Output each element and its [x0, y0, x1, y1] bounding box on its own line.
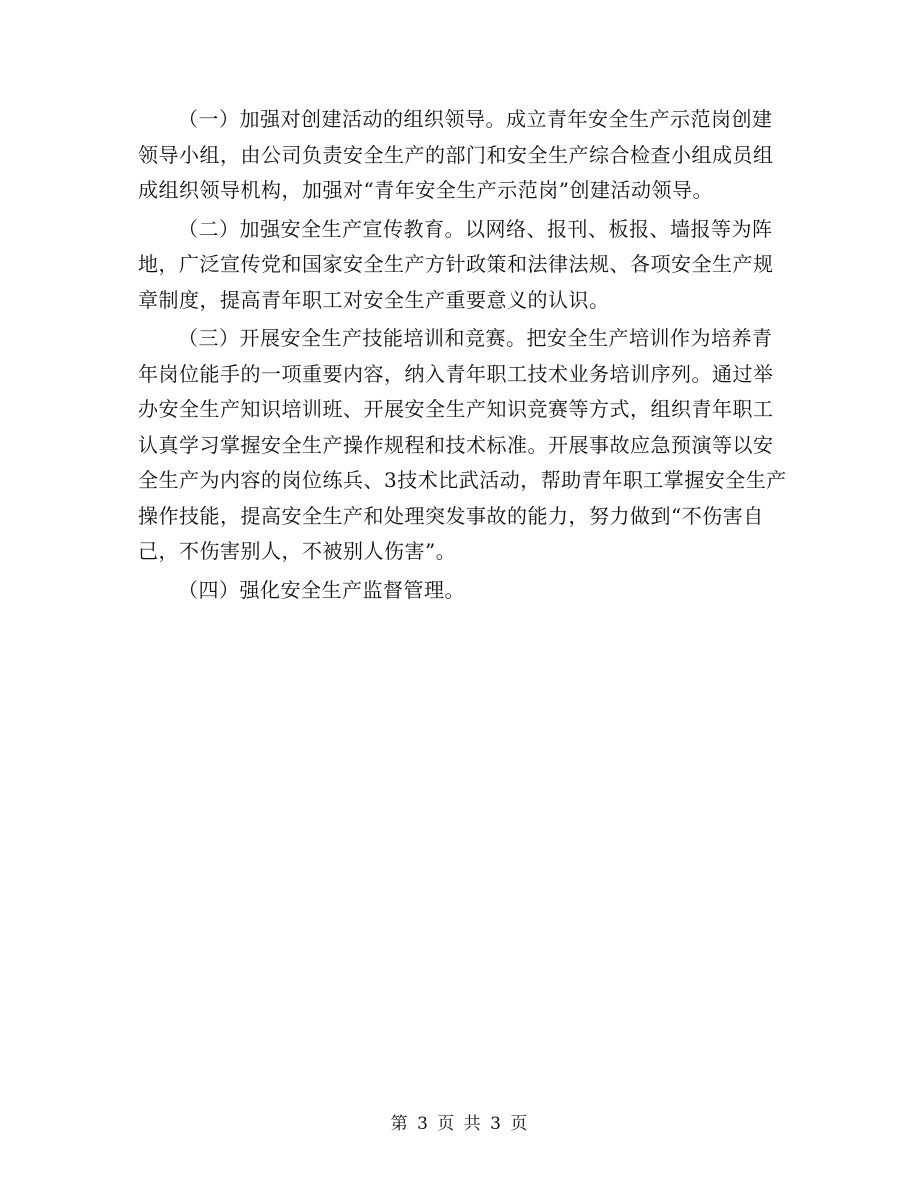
- document-body: [138, 102, 788, 611]
- paragraph-2: （二）加强安全生产宣传教育。以网络、报刊、板报、墙报等为阵地，广泛宣传党和国家安全生产方针政策和法律法规、各项安全生产规章制度，提高青年职工对安全生产重要意义的认识。: [138, 216, 774, 312]
- page-number-footer: 第 3 页 共 3 页: [390, 1114, 530, 1134]
- paragraph-4: （四）强化安全生产监督管理。: [178, 577, 465, 602]
- paragraph-3: （三）开展安全生产技能培训和竞赛。把安全生产培训作为培养青年岗位能手的一项重要内容，纳入青年职工技术业务培训序列。通过举办安全生产知识培训班、开展安全生产知识竞赛等方式，组织青年职工认真学习掌握安全生产操作规程和技术标准。开展事故应急预演等以安全生产为内容的岗位练兵、3技术比武活动，帮助青年职工掌握安全生产操作技能，提高安全生产和处理突发事故的能力，努力做到“不伤害自己，不伤害别人，不被别人伤害”。: [138, 326, 787, 563]
- paragraph-1: （一）加强对创建活动的组织领导。成立青年安全生产示范岗创建领导小组，由公司负责安全生产的部门和安全生产综合检查小组成员组成组织领导机构，加强对“青年安全生产示范岗”创建活动领导。: [138, 107, 774, 202]
